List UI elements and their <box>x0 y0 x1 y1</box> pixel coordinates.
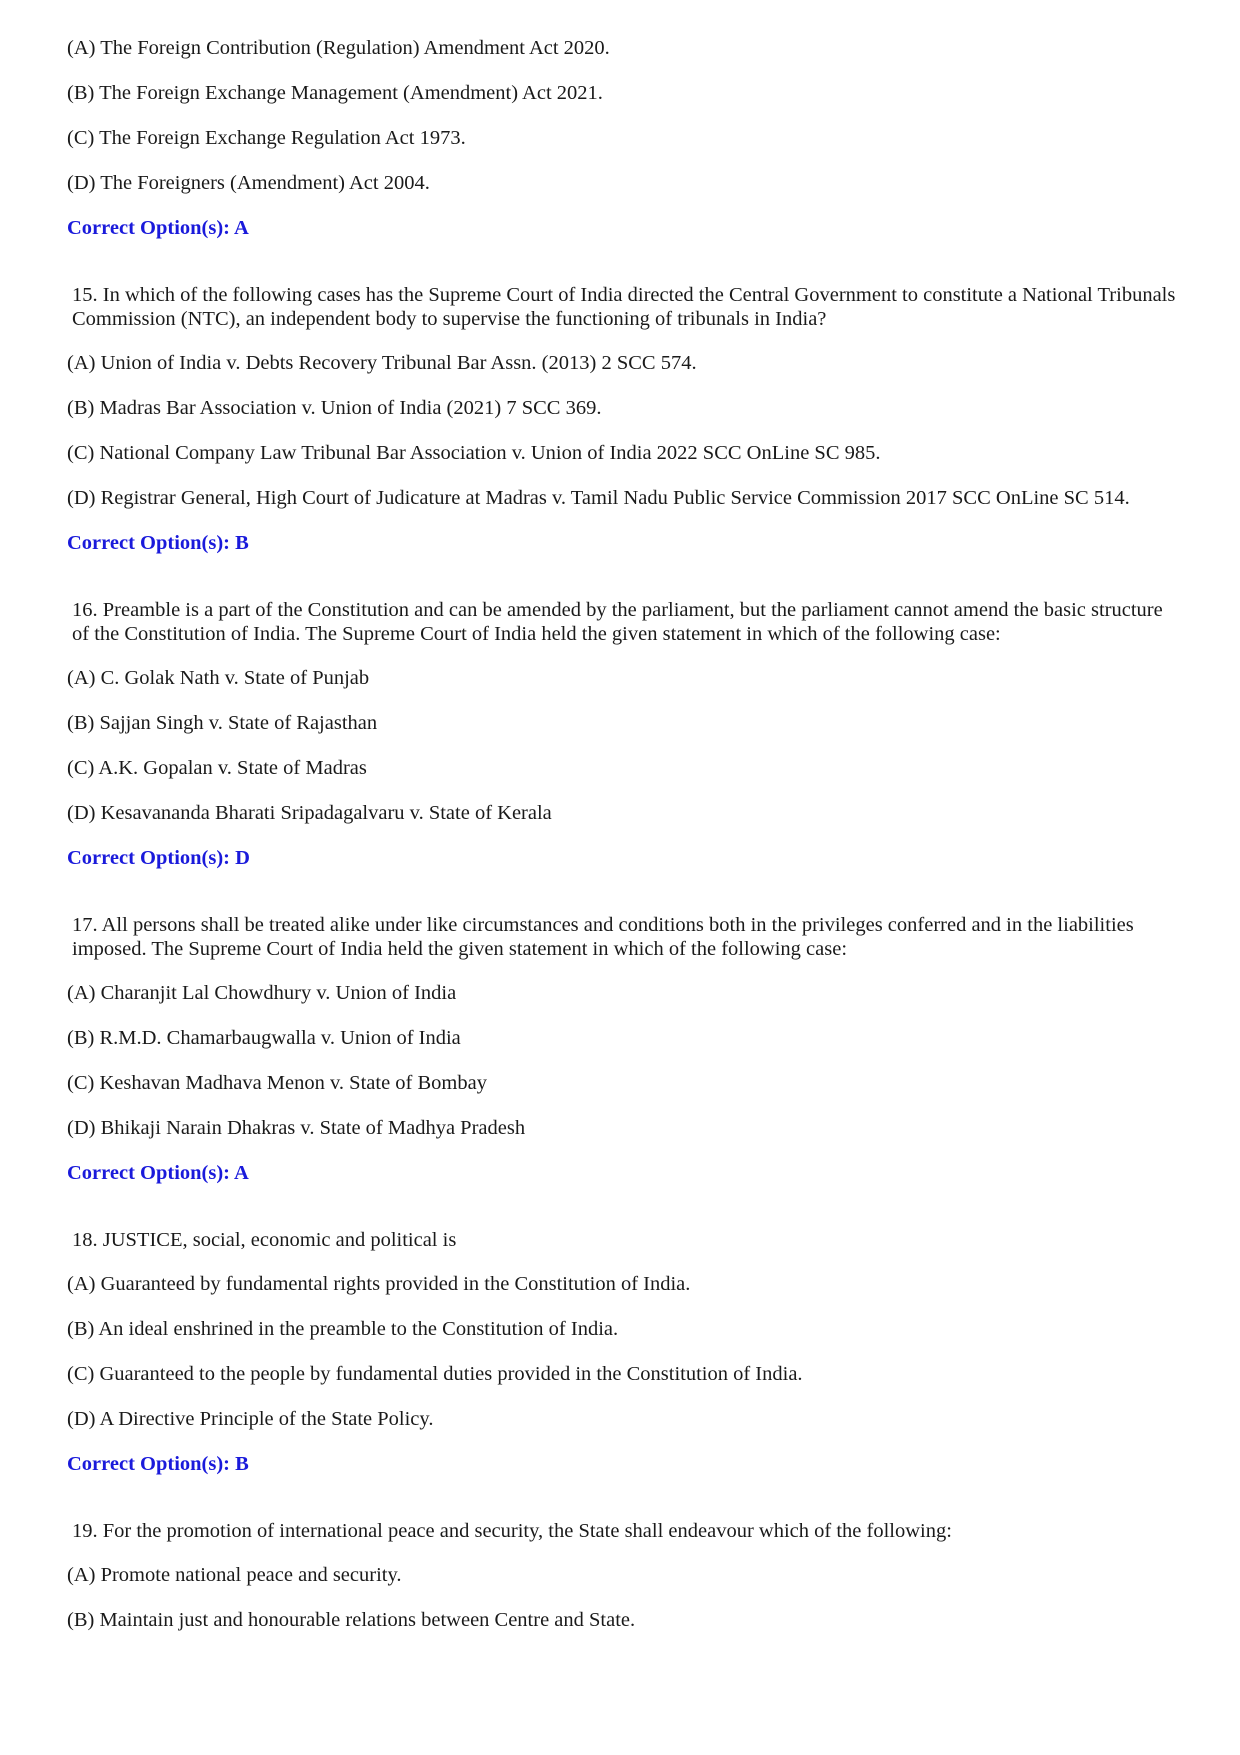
option-b: (B) R.M.D. Chamarbaugwalla v. Union of India <box>67 1027 461 1049</box>
question-text: 18. JUSTICE, social, economic and political is <box>72 1229 457 1251</box>
option-a: (A) Charanjit Lal Chowdhury v. Union of India <box>67 982 457 1004</box>
option-d: (D) Registrar General, High Court of Judicature at Madras v. Tamil Nadu Public Service Commission 2017 SCC OnLine SC 514. <box>67 487 1130 509</box>
option-c: (C) Keshavan Madhava Menon v. State of Bombay <box>67 1072 487 1094</box>
question-14-continued <box>67 36 1177 240</box>
option-b: (B) Madras Bar Association v. Union of India (2021) 7 SCC 369. <box>67 397 602 419</box>
question-text: 19. For the promotion of international peace and security, the State shall endeavour which of the following: <box>72 1520 952 1542</box>
option-c: (C) A.K. Gopalan v. State of Madras <box>67 757 367 779</box>
correct-option: Correct Option(s): A <box>67 1162 249 1184</box>
option-b: (B) The Foreign Exchange Management (Amendment) Act 2021. <box>67 82 603 104</box>
question-16 <box>67 598 1177 870</box>
question-text: 15. In which of the following cases has the Supreme Court of India directed the Central Government to constitute a National Tribunals Commission (NTC), an independent body to supervise the functioning of tribunals in India? <box>72 284 1176 330</box>
question-18 <box>67 1228 1177 1476</box>
option-d: (D) Kesavananda Bharati Sripadagalvaru v. State of Kerala <box>67 802 552 824</box>
option-d: (D) Bhikaji Narain Dhakras v. State of Madhya Pradesh <box>67 1117 526 1139</box>
option-c: (C) Guaranteed to the people by fundamental duties provided in the Constitution of India. <box>67 1363 803 1385</box>
question-text: 17. All persons shall be treated alike under like circumstances and conditions both in the privileges conferred and in the liabilities imposed. The Supreme Court of India held the given statement in which of the following case: <box>72 914 1134 960</box>
option-a: (A) The Foreign Contribution (Regulation) Amendment Act 2020. <box>67 37 610 59</box>
option-a: (A) Union of India v. Debts Recovery Tribunal Bar Assn. (2013) 2 SCC 574. <box>67 352 697 374</box>
option-d: (D) A Directive Principle of the State Policy. <box>67 1408 434 1430</box>
correct-option: Correct Option(s): B <box>67 532 249 554</box>
question-19 <box>67 1519 1177 1632</box>
option-a: (A) Guaranteed by fundamental rights provided in the Constitution of India. <box>67 1273 691 1295</box>
question-text: 16. Preamble is a part of the Constitution and can be amended by the parliament, but the parliament cannot amend the basic structure of the Constitution of India. The Supreme Court of India held the given statement in which of the following case: <box>72 599 1163 645</box>
option-c: (C) The Foreign Exchange Regulation Act 1973. <box>67 127 466 149</box>
correct-option: Correct Option(s): B <box>67 1453 249 1475</box>
option-b: (B) Maintain just and honourable relations between Centre and State. <box>67 1609 636 1631</box>
question-15 <box>67 283 1177 555</box>
option-b: (B) An ideal enshrined in the preamble to the Constitution of India. <box>67 1318 619 1340</box>
option-c: (C) National Company Law Tribunal Bar Association v. Union of India 2022 SCC OnLine SC 985. <box>67 442 881 464</box>
correct-option: Correct Option(s): A <box>67 217 249 239</box>
option-a: (A) Promote national peace and security. <box>67 1564 402 1586</box>
question-17 <box>67 913 1177 1185</box>
document-page <box>67 36 1177 1653</box>
option-d: (D) The Foreigners (Amendment) Act 2004. <box>67 172 430 194</box>
option-a: (A) C. Golak Nath v. State of Punjab <box>67 667 370 689</box>
correct-option: Correct Option(s): D <box>67 847 250 869</box>
option-b: (B) Sajjan Singh v. State of Rajasthan <box>67 712 378 734</box>
